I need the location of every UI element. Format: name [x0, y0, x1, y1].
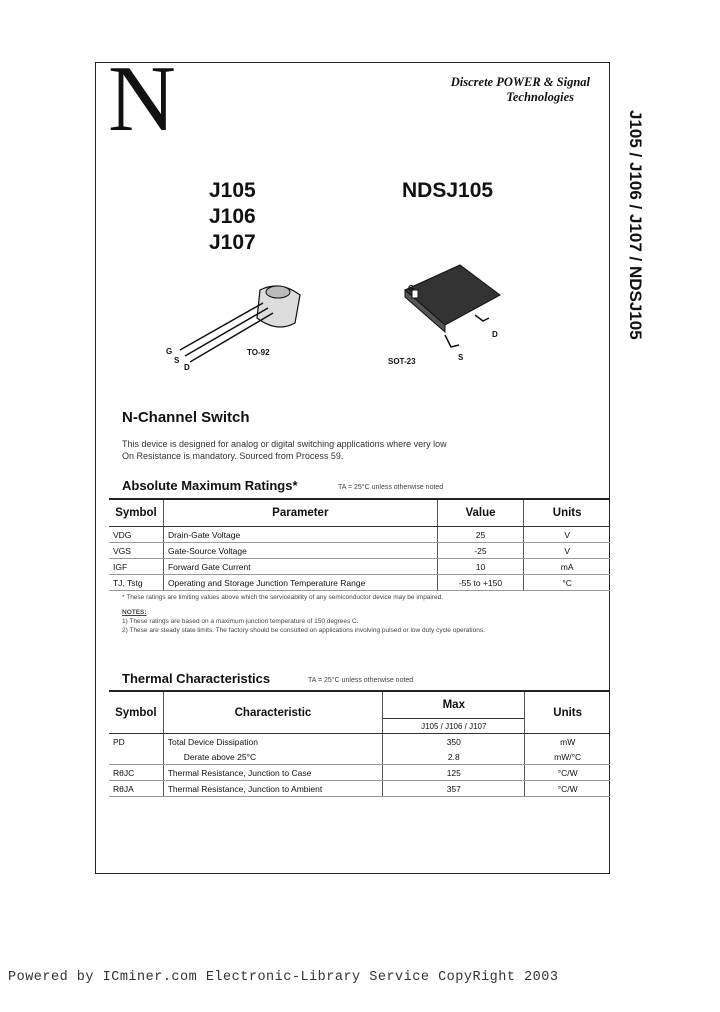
part-j107: J107 — [209, 231, 256, 254]
table-row — [109, 734, 610, 750]
cell-value: -55 to +150 — [437, 575, 524, 591]
cell-units: mA — [524, 559, 610, 575]
table-row — [109, 749, 610, 765]
col-symbol: Symbol — [109, 691, 163, 734]
cell-symbol: RθJC — [109, 765, 163, 781]
cell-parameter: Drain-Gate Voltage — [163, 527, 437, 543]
cell-symbol — [109, 749, 163, 765]
cell-parameter: Forward Gate Current — [163, 559, 437, 575]
cell-units: mW — [525, 734, 610, 750]
to92-pin-g: G — [166, 347, 173, 356]
cell-units: °C — [524, 575, 610, 591]
cell-units: °C/W — [525, 781, 610, 797]
cell-parameter: Gate-Source Voltage — [163, 543, 437, 559]
max-sub-header: J105 / J106 / J107 — [383, 719, 525, 734]
cell-value: 10 — [437, 559, 524, 575]
cell-symbol: IGF — [109, 559, 163, 575]
footer-copyright: Powered by ICminer.com Electronic-Library Service CopyRight 2003 — [8, 970, 559, 985]
col-units: Units — [524, 499, 610, 527]
abs-max-table — [109, 498, 610, 591]
abs-max-condition: TA = 25°C unless otherwise noted — [338, 484, 444, 491]
side-part-title: J105 / J106 / J107 / NDSJ105 — [626, 110, 645, 340]
cell-units: mW/°C — [525, 749, 610, 765]
thermal-table — [109, 690, 610, 797]
cell-characteristic: Thermal Resistance, Junction to Ambient — [163, 781, 383, 797]
table-row — [109, 559, 610, 575]
cell-characteristic: Thermal Resistance, Junction to Case — [163, 765, 383, 781]
cell-symbol: VGS — [109, 543, 163, 559]
cell-symbol: TJ, Tstg — [109, 575, 163, 591]
brand-tagline — [430, 75, 590, 105]
section-title-n-channel: N-Channel Switch — [122, 409, 250, 426]
abs-max-notes — [122, 593, 542, 635]
col-value: Value — [437, 499, 524, 527]
device-description: This device is designed for analog or digital switching applications where very low On Resistance is mandatory. Sourced from Process 59. — [122, 439, 447, 461]
col-max: Max — [383, 691, 525, 719]
cell-symbol: RθJA — [109, 781, 163, 797]
col-parameter: Parameter — [163, 499, 437, 527]
cell-symbol: PD — [113, 736, 125, 747]
table-row — [109, 527, 610, 543]
cell-units: V — [524, 543, 610, 559]
cell-max: 2.8 — [383, 749, 525, 765]
col-characteristic: Characteristic — [163, 691, 383, 734]
sot23-pin-s: S — [458, 353, 464, 362]
to92-pin-s: S — [174, 356, 180, 365]
sot23-pin-g: G — [408, 284, 415, 293]
part-j105: J105 — [209, 179, 256, 202]
cell-value: 25 — [437, 527, 524, 543]
cell-max: 350 — [383, 734, 525, 750]
part-j106: J106 — [209, 205, 256, 228]
cell-max: 357 — [383, 781, 525, 797]
cell-symbol: VDG — [109, 527, 163, 543]
table-row — [109, 575, 610, 591]
to92-pin-d: D — [184, 363, 190, 372]
cell-parameter: Operating and Storage Junction Temperature Range — [163, 575, 437, 591]
part-ndsj105: NDSJ105 — [402, 179, 494, 202]
abs-max-heading: Absolute Maximum Ratings* — [122, 478, 298, 493]
thermal-condition: TA = 25°C unless otherwise noted — [308, 677, 414, 684]
table-row — [109, 781, 610, 797]
cell-characteristic: Total Device Dissipation — [163, 734, 383, 750]
table-row — [109, 543, 610, 559]
cell-value: -25 — [437, 543, 524, 559]
cell-units: °C/W — [525, 765, 610, 781]
thermal-heading: Thermal Characteristics — [122, 671, 271, 686]
sot23-label: SOT-23 — [388, 357, 416, 366]
note-1: 1) These ratings are based on a maximum junction temperature of 150 degrees C. — [122, 618, 359, 625]
col-units: Units — [525, 691, 610, 734]
sot23-pin-d: D — [492, 330, 498, 339]
cell-units: V — [524, 527, 610, 543]
cell-characteristic: Derate above 25°C — [163, 749, 383, 765]
cell-max: 125 — [383, 765, 525, 781]
to92-label: TO-92 — [247, 348, 270, 357]
note-2: 2) These are steady state limits. The factory should be consulted on applications involving pulsed or low duty cycle operations. — [122, 627, 485, 634]
national-logo: N — [108, 47, 176, 151]
notes-heading: NOTES: — [122, 609, 147, 616]
brand-line-2: Technologies — [506, 90, 574, 104]
col-symbol: Symbol — [109, 499, 163, 527]
table-row — [109, 765, 610, 781]
brand-line-1: Discrete POWER & Signal — [450, 75, 590, 89]
sot23-package-drawing — [400, 260, 510, 360]
footnote: * These ratings are limiting values above which the serviceability of any semiconductor device may be impaired. — [122, 594, 444, 601]
